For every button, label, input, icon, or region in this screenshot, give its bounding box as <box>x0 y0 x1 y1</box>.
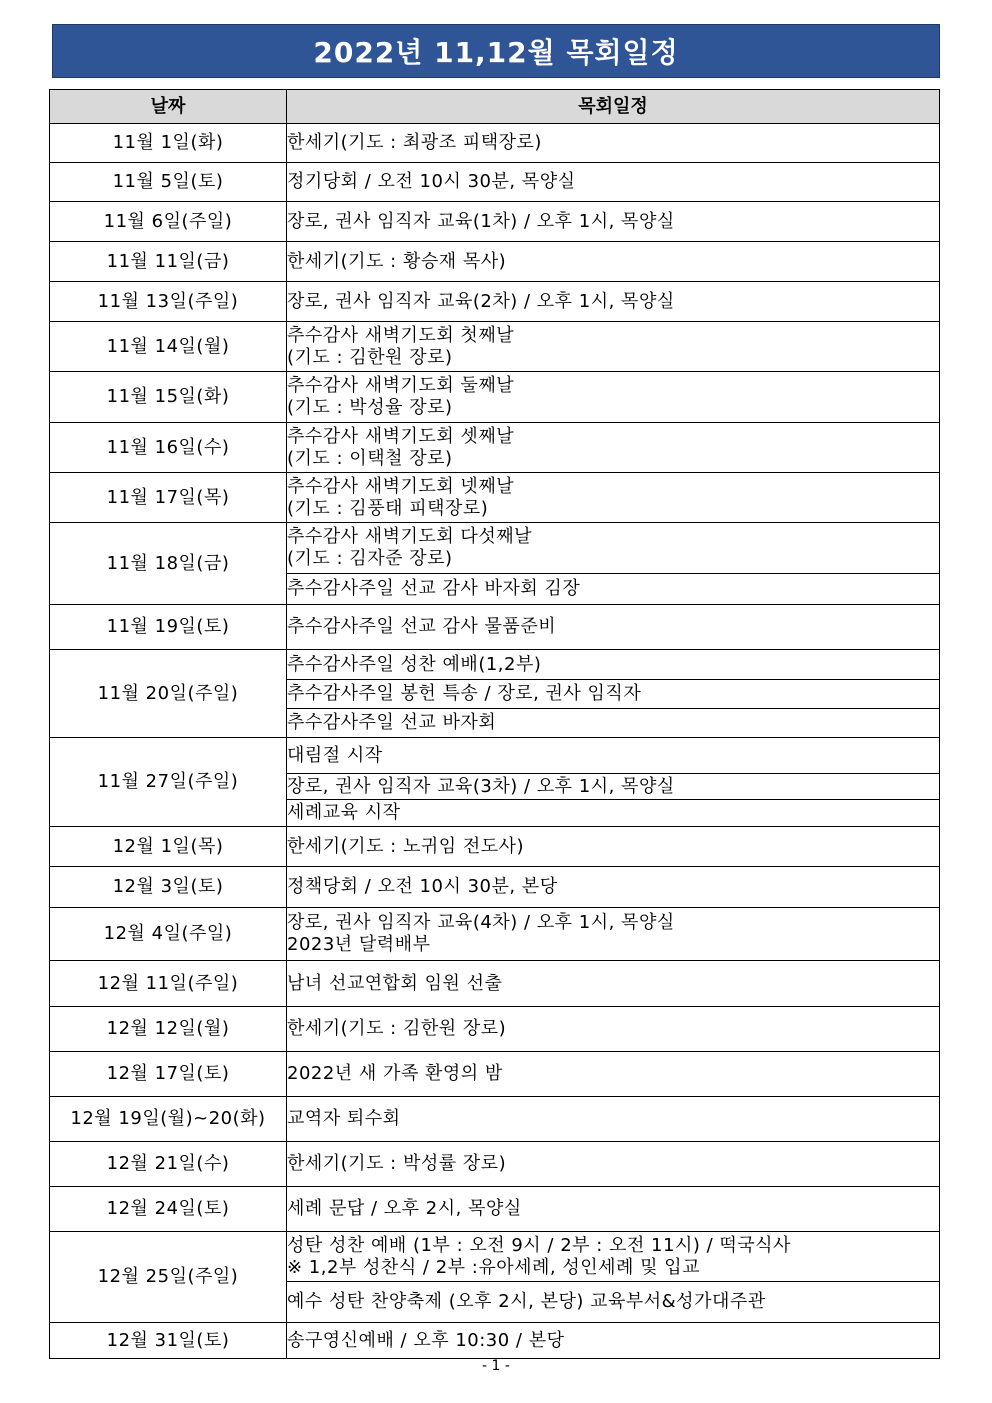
table-row <box>50 242 940 282</box>
date-cell: 12월 25일(주일) <box>50 1232 287 1323</box>
date-cell: 11월 6일(주일) <box>50 202 287 242</box>
event-text: 정기당회 / 오전 10시 30분, 목양실 <box>287 171 576 192</box>
date-cell: 11월 27일(주일) <box>50 738 287 827</box>
event-text: 교역자 퇴수회 <box>287 1108 401 1129</box>
event-text: 남녀 선교연합회 임원 선출 <box>287 972 503 994</box>
table-row <box>50 282 940 322</box>
event-cell <box>287 827 940 867</box>
event-cell <box>287 680 940 709</box>
date-cell: 11월 19일(토) <box>50 605 287 650</box>
date-cell: 12월 24일(토) <box>50 1187 287 1232</box>
event-text: 대림절 시작 <box>287 744 383 766</box>
event-cell <box>287 124 940 163</box>
table-row <box>50 1097 940 1142</box>
table-row <box>50 605 940 650</box>
event-text: 추수감사주일 선교 감사 물품준비 <box>287 616 557 637</box>
event-text: 한세기(기도 : 박성률 장로) <box>287 1153 507 1174</box>
event-cell <box>287 1282 940 1323</box>
event-text: 한세기(기도 : 황승재 목사) <box>287 250 507 272</box>
table-row <box>50 523 940 574</box>
event-text: (기도 : 이택철 장로) <box>287 447 453 469</box>
table-row <box>50 1007 940 1052</box>
table-row <box>50 423 940 473</box>
event-cell <box>287 372 940 423</box>
table-row <box>50 202 940 242</box>
table-row <box>50 473 940 523</box>
date-cell: 11월 16일(수) <box>50 423 287 473</box>
event-text: 추수감사 새벽기도회 둘째날 <box>287 375 515 396</box>
date-cell: 12월 21일(수) <box>50 1142 287 1187</box>
event-text: 장로, 권사 임직자 교육(2차) / 오후 1시, 목양실 <box>287 290 675 312</box>
event-text: 추수감사 새벽기도회 넷째날 <box>287 475 515 497</box>
page-title: 2022년 11,12월 목회일정 <box>313 36 679 69</box>
event-text: 장로, 권사 임직자 교육(1차) / 오후 1시, 목양실 <box>287 210 675 232</box>
event-cell <box>287 473 940 523</box>
header-date: 날짜 <box>50 90 287 124</box>
event-text: ※ 1,2부 성찬식 / 2부 :유아세례, 성인세례 및 입교 <box>287 1256 700 1278</box>
event-cell <box>287 709 940 738</box>
event-text: 세례 문답 / 오후 2시, 목양실 <box>287 1198 522 1219</box>
event-cell <box>287 574 940 605</box>
table-row <box>50 1232 940 1282</box>
event-text: (기도 : 김한원 장로) <box>287 346 453 368</box>
date-cell: 12월 3일(토) <box>50 867 287 908</box>
date-cell: 11월 5일(토) <box>50 163 287 202</box>
event-cell <box>287 961 940 1007</box>
table-row <box>50 867 940 908</box>
date-cell: 12월 12일(월) <box>50 1007 287 1052</box>
event-cell <box>287 282 940 322</box>
table-row <box>50 1052 940 1097</box>
title-banner <box>52 24 940 78</box>
event-cell <box>287 1007 940 1052</box>
event-cell <box>287 774 940 800</box>
date-cell: 12월 17일(토) <box>50 1052 287 1097</box>
event-text: (기도 : 김풍태 피택장로) <box>287 497 489 519</box>
event-text: 송구영신예배 / 오후 10:30 / 본당 <box>287 1329 565 1351</box>
event-text: 추수감사주일 성찬 예배(1,2부) <box>287 653 542 675</box>
table-row <box>50 650 940 680</box>
date-cell: 11월 1일(화) <box>50 124 287 163</box>
table-row <box>50 827 940 867</box>
event-text: (기도 : 박성율 장로) <box>287 397 453 418</box>
event-text: 예수 성탄 찬양축제 (오후 2시, 본당) 교육부서&성가대주관 <box>287 1291 766 1312</box>
table-row <box>50 322 940 372</box>
date-cell: 12월 1일(목) <box>50 827 287 867</box>
event-cell <box>287 738 940 774</box>
table-row <box>50 738 940 774</box>
date-cell: 12월 19일(월)~20(화) <box>50 1097 287 1142</box>
table-row <box>50 163 940 202</box>
event-text: 장로, 권사 임직자 교육(4차) / 오후 1시, 목양실 <box>287 912 675 933</box>
event-cell <box>287 867 940 908</box>
date-cell: 12월 31일(토) <box>50 1323 287 1359</box>
event-cell <box>287 523 940 574</box>
event-cell <box>287 1142 940 1187</box>
event-text: 추수감사 새벽기도회 첫째날 <box>287 324 515 346</box>
event-text: 추수감사 새벽기도회 셋째날 <box>287 425 515 447</box>
header-event: 목회일정 <box>287 90 940 124</box>
event-cell <box>287 1232 940 1282</box>
date-cell: 11월 13일(주일) <box>50 282 287 322</box>
table-row <box>50 124 940 163</box>
event-cell <box>287 1052 940 1097</box>
event-text: 추수감사주일 봉헌 특송 / 장로, 권사 임직자 <box>287 683 642 704</box>
event-text: 추수감사 새벽기도회 다섯째날 <box>287 526 532 547</box>
event-text: 추수감사주일 선교 감사 바자회 김장 <box>287 578 581 599</box>
date-cell: 11월 18일(금) <box>50 523 287 605</box>
event-cell <box>287 322 940 372</box>
header-row <box>50 90 940 124</box>
date-cell: 12월 11일(주일) <box>50 961 287 1007</box>
date-cell: 11월 11일(금) <box>50 242 287 282</box>
date-cell: 12월 4일(주일) <box>50 908 287 961</box>
schedule-table <box>49 89 940 1359</box>
event-cell <box>287 1187 940 1232</box>
event-cell <box>287 1097 940 1142</box>
event-cell <box>287 650 940 680</box>
event-cell <box>287 800 940 827</box>
table-row <box>50 1323 940 1359</box>
event-text: 한세기(기도 : 김한원 장로) <box>287 1018 507 1039</box>
event-text: 추수감사주일 선교 바자회 <box>287 712 497 733</box>
table-row <box>50 908 940 961</box>
event-text: 성탄 성찬 예배 (1부 : 오전 9시 / 2부 : 오전 11시) / 떡국식사 <box>287 1234 791 1256</box>
event-cell <box>287 423 940 473</box>
event-cell <box>287 242 940 282</box>
table-row <box>50 372 940 423</box>
date-cell: 11월 17일(목) <box>50 473 287 523</box>
event-text: 정책당회 / 오전 10시 30분, 본당 <box>287 876 558 897</box>
event-cell <box>287 202 940 242</box>
event-cell <box>287 163 940 202</box>
event-text: 세례교육 시작 <box>287 802 401 823</box>
event-text: 한세기(기도 : 노귀임 전도사) <box>287 835 525 857</box>
event-text: 한세기(기도 : 최광조 피택장로) <box>287 132 542 153</box>
event-cell <box>287 908 940 961</box>
table-row <box>50 961 940 1007</box>
event-text: 2023년 달력배부 <box>287 934 431 955</box>
event-cell <box>287 605 940 650</box>
schedule-body <box>50 124 940 1359</box>
date-cell: 11월 20일(주일) <box>50 650 287 738</box>
table-row <box>50 1187 940 1232</box>
date-cell: 11월 15일(화) <box>50 372 287 423</box>
event-text: 장로, 권사 임직자 교육(3차) / 오후 1시, 목양실 <box>287 775 675 797</box>
event-cell <box>287 1323 940 1359</box>
page-number: - 1 - <box>482 1358 510 1374</box>
event-text: 2022년 새 가족 환영의 밤 <box>287 1063 503 1084</box>
date-cell: 11월 14일(월) <box>50 322 287 372</box>
table-row <box>50 1142 940 1187</box>
event-text: (기도 : 김자준 장로) <box>287 548 453 569</box>
